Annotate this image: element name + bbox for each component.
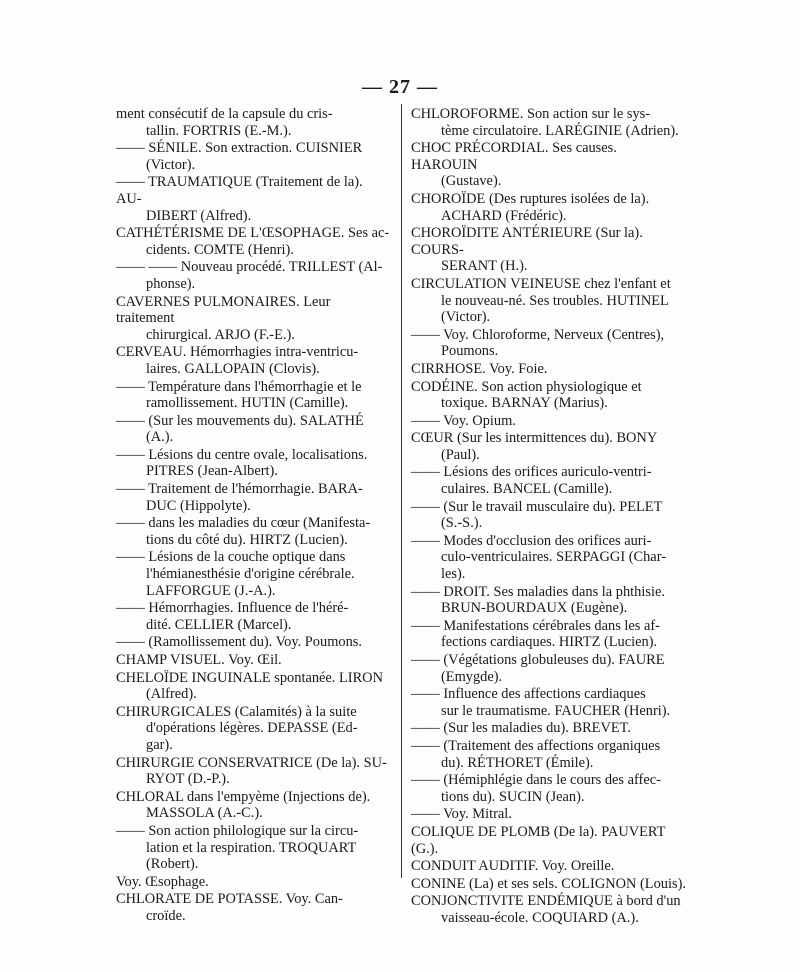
entry-line: CHOC PRÉCORDIAL. Ses causes. HAROUIN [411,140,617,173]
index-entry [116,106,390,139]
page-number: — 27 — [362,76,438,98]
entry-line: PITRES (Jean-Albert). [146,463,278,480]
entry-line: culo-ventriculaires. SERPAGGI (Char- [441,549,666,566]
index-entry [411,499,686,532]
index-entry [116,481,390,514]
entry-line: (Alfred). [146,686,197,703]
index-entry [411,893,686,926]
index-entry [116,600,390,633]
entry-line: SERANT (H.). [441,258,528,275]
entry-line: CONJONCTIVITE ENDÉMIQUE à bord d'un [411,893,681,910]
index-entry [411,361,686,378]
entry-line: ACHARD (Frédéric). [441,207,567,224]
entry-line: les). [441,566,466,583]
entry-line: —— (Hémiphlégie dans le cours des affec- [411,772,661,789]
entry-line: tème circulatoire. LARÉGINIE (Adrien). [441,122,679,139]
entry-line: CŒUR (Sur les intermittences du). BONY [411,430,658,447]
index-entry [411,772,686,805]
entry-line: —— Hémorrhagies. Influence de l'héré- [116,600,349,617]
entry-line: (Victor). [146,156,196,173]
entry-line: l'hémianesthésie d'origine cérébrale. [146,566,355,583]
index-entry [116,823,390,873]
entry-line: CHOROÏDITE ANTÉRIEURE (Sur la). COURS- [411,225,643,258]
entry-line: —— (Sur le travail musculaire du). PELET [411,498,663,515]
entry-line: DUC (Hippolyte). [146,497,251,514]
index-entry [411,824,686,857]
entry-line: d'opérations légères. DEPASSE (Ed- [146,720,358,737]
column-divider [401,104,402,878]
entry-line: tions du côté du). HIRTZ (Lucien). [146,531,348,548]
entry-line: CHIRURGIE CONSERVATRICE (De la). SU- [116,754,387,771]
entry-line: —— Voy. Mitral. [411,806,512,823]
index-entry [411,686,686,719]
entry-line: CHLOROFORME. Son action sur le sys- [411,106,651,122]
entry-line: CONDUIT AUDITIF. Voy. Oreille. [411,858,615,875]
entry-line: (S.-S.). [441,515,483,532]
index-entry [411,276,686,326]
entry-line: —— DROIT. Ses maladies dans la phthisie. [411,583,665,600]
entry-line: (Robert). [146,856,199,873]
entry-line: gar). [146,736,173,753]
entry-line: CATHÉTÉRISME DE L'ŒSOPHAGE. Ses ac- [116,225,390,242]
index-entry [411,464,686,497]
index-entry [411,533,686,583]
index-entry [411,858,686,875]
index-entry [411,584,686,617]
entry-line: CONINE (La) et ses sels. COLIGNON (Louis). [411,875,686,892]
index-entry [116,174,390,224]
entry-line: —— Son action philologique sur la circu- [116,822,359,839]
index-entry [411,379,686,412]
index-entry [116,344,390,377]
entry-line: (Gustave). [441,173,502,190]
entry-line: COLIQUE DE PLOMB (De la). PAUVERT (G.). [411,823,666,857]
entry-line: —— Manifestations cérébrales dans les af- [411,617,660,634]
index-entry [411,652,686,685]
index-entry [116,652,390,669]
index-entry [116,447,390,480]
index-entry [116,225,390,258]
index-entry [116,549,390,599]
index-entry [116,670,390,703]
entry-line: chirurgical. ARJO (F.-E.). [146,326,295,343]
entry-line: CHLORAL dans l'empyème (Injections de). [116,788,371,805]
entry-line: du). RÉTHORET (Émile). [441,754,594,771]
index-entry [411,140,686,190]
index-entry [116,755,390,788]
entry-line: —— Lésions du centre ovale, localisations. [116,446,368,463]
index-entry [116,259,390,292]
index-entry [411,738,686,771]
index-entry [116,379,390,412]
entry-line: CIRCULATION VEINEUSE chez l'enfant et [411,275,671,292]
entry-line: —— (Sur les maladies du). BREVET. [411,720,631,737]
index-entry [411,720,686,737]
entry-line: sur le traumatisme. FAUCHER (Henri). [441,702,671,719]
index-entry [116,874,390,891]
index-entry [411,618,686,651]
entry-line: fections cardiaques. HIRTZ (Lucien). [441,634,658,651]
index-entry [116,294,390,344]
entry-line: culaires. BANCEL (Camille). [441,481,613,498]
entry-line: toxique. BARNAY (Marius). [441,395,608,412]
entry-line: ramollissement. HUTIN (Camille). [146,395,349,412]
index-entry [411,876,686,893]
index-entry [411,413,686,430]
entry-line: tions du). SUCIN (Jean). [441,788,585,805]
entry-line: —— SÉNILE. Son extraction. CUISNIER [116,140,363,157]
entry-line: —— Température dans l'hémorrhagie et le [116,378,362,395]
index-entry [411,327,686,360]
entry-line: CODÉINE. Son action physiologique et [411,378,642,395]
entry-line: (Emygde). [441,668,503,685]
entry-line: vaisseau-école. COQUIARD (A.). [441,909,639,926]
entry-line: BRUN-BOURDAUX (Eugène). [441,600,628,617]
index-entry [116,789,390,822]
entry-line: cidents. COMTE (Henri). [146,241,294,258]
entry-line: le nouveau-né. Ses troubles. HUTINEL [441,292,669,309]
right-column [411,106,686,928]
entry-line: —— (Végétations globuleuses du). FAURE [411,652,665,668]
entry-line: —— Lésions de la couche optique dans [116,549,346,566]
entry-line: tallin. FORTRIS (E.-M.). [146,122,292,139]
entry-line: RYOT (D.-P.). [146,771,230,788]
index-entry [411,430,686,463]
index-entry [116,413,390,446]
entry-line: croïde. [146,907,186,924]
index-entry [411,106,686,139]
index-entry [411,225,686,275]
entry-line: —— Voy. Chloroforme, Nerveux (Centres), [411,326,665,343]
entry-line: CIRRHOSE. Voy. Foie. [411,360,548,377]
entry-line: dité. CELLIER (Marcel). [146,616,292,633]
entry-line: —— dans les maladies du cœur (Manifesta- [116,515,371,532]
entry-line: —— Voy. Opium. [411,412,516,429]
index-entry [116,140,390,173]
index-entry [116,891,390,924]
entry-line: CERVEAU. Hémorrhagies intra-ventricu- [116,344,359,361]
entry-line: —— Influence des affections cardiaques [411,686,646,703]
entry-line: CAVERNES PULMONAIRES. Leur traitement [116,293,331,327]
index-entry [116,515,390,548]
entry-line: Poumons. [441,343,499,360]
index-entry [116,634,390,651]
entry-line: lation et la respiration. TROQUART [146,839,357,856]
entry-line: LAFFORGUE (J.-A.). [146,582,276,599]
left-column [116,106,390,926]
entry-line: CHOROÏDE (Des ruptures isolées de la). [411,190,650,207]
index-entry [411,191,686,224]
entry-line: CHIRURGICALES (Calamités) à la suite [116,703,357,720]
entry-line: (Paul). [441,446,480,463]
entry-line: —— (Traitement des affections organiques [411,737,661,754]
entry-line: (A.). [146,429,174,446]
entry-line: ment consécutif de la capsule du cris- [116,106,333,122]
entry-line: Voy. Œsophage. [116,873,209,890]
entry-line: —— (Sur les mouvements du). SALATHÉ [116,412,364,429]
entry-line: —— Traitement de l'hémorrhagie. BARA- [116,481,363,498]
entry-line: CHLORATE DE POTASSE. Voy. Can- [116,891,343,908]
entry-line: laires. GALLOPAIN (Clovis). [146,360,320,377]
entry-line: DIBERT (Alfred). [146,207,252,224]
entry-line: —— Modes d'occlusion des orifices auri- [411,532,652,549]
entry-line: —— Lésions des orifices auriculo-ventri- [411,464,652,481]
index-entry [116,704,390,754]
entry-line: (Victor). [441,309,491,326]
entry-line: —— TRAUMATIQUE (Traitement de la). AU- [116,174,363,207]
entry-line: CHAMP VISUEL. Voy. Œil. [116,652,282,668]
entry-line: MASSOLA (A.-C.). [146,805,263,822]
entry-line: —— —— Nouveau procédé. TRILLEST (Al- [116,259,383,276]
entry-line: phonse). [146,275,196,292]
entry-line: CHELOÏDE INGUINALE spontanée. LIRON [116,669,383,686]
index-entry [411,806,686,823]
entry-line: —— (Ramollissement du). Voy. Poumons. [116,634,362,651]
